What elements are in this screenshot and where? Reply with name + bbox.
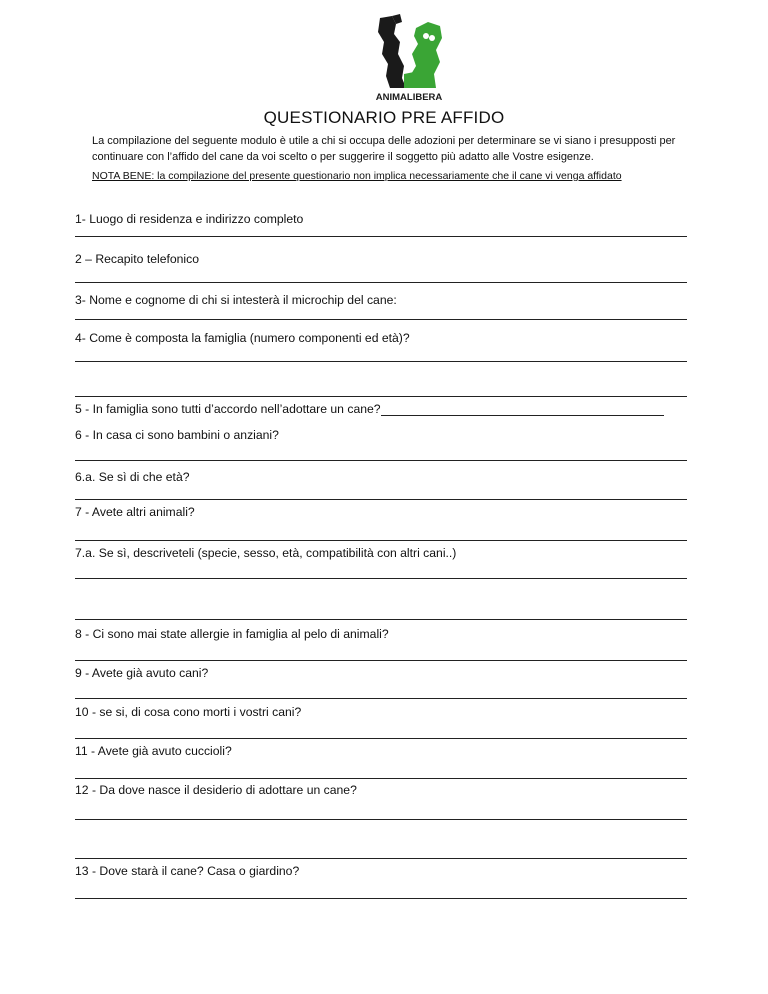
answer-line-1[interactable] bbox=[75, 236, 687, 237]
answer-line-13[interactable] bbox=[75, 898, 687, 899]
question-4: 4- Come è composta la famiglia (numero componenti ed età)? bbox=[75, 331, 410, 345]
answer-line-9[interactable] bbox=[75, 698, 687, 699]
answer-line-5[interactable] bbox=[381, 403, 664, 416]
question-1: 1- Luogo di residenza e indirizzo completo bbox=[75, 212, 304, 226]
question-11: 11 - Avete già avuto cuccioli? bbox=[75, 744, 232, 758]
question-5-text: 5 - In famiglia sono tutti d’accordo nell’adottare un cane? bbox=[75, 402, 381, 416]
answer-line-6a[interactable] bbox=[75, 499, 687, 500]
page-title: QUESTIONARIO PRE AFFIDO bbox=[263, 108, 505, 127]
question-13: 13 - Dove starà il cane? Casa o giardino? bbox=[75, 864, 300, 878]
answer-line-12a[interactable] bbox=[75, 819, 687, 820]
question-5 bbox=[75, 402, 664, 416]
answer-line-7a-1[interactable] bbox=[75, 578, 687, 579]
logo-text: ANIMALIBERA bbox=[375, 92, 443, 103]
question-10: 10 - se si, di cosa cono morti i vostri cani? bbox=[75, 705, 302, 719]
question-7a: 7.a. Se sì, descriveteli (specie, sesso, età, compatibilità con altri cani..) bbox=[75, 546, 457, 560]
question-6a: 6.a. Se sì di che età? bbox=[75, 470, 190, 484]
answer-line-4a[interactable] bbox=[75, 361, 687, 362]
answer-line-8[interactable] bbox=[75, 660, 687, 661]
answer-line-10[interactable] bbox=[75, 738, 687, 739]
answer-line-3[interactable] bbox=[75, 319, 687, 320]
answer-line-7[interactable] bbox=[75, 540, 687, 541]
question-9: 9 - Avete già avuto cani? bbox=[75, 666, 209, 680]
answer-line-2[interactable] bbox=[75, 282, 687, 283]
answer-line-7a-2[interactable] bbox=[75, 619, 687, 620]
question-7: 7 - Avete altri animali? bbox=[75, 505, 195, 519]
answer-line-6[interactable] bbox=[75, 460, 687, 461]
animalibera-logo bbox=[370, 14, 448, 104]
question-6: 6 - In casa ci sono bambini o anziani? bbox=[75, 428, 279, 442]
answer-line-4b[interactable] bbox=[75, 396, 687, 397]
question-2: 2 – Recapito telefonico bbox=[75, 252, 199, 266]
question-3: 3- Nome e cognome di chi si intesterà il microchip del cane: bbox=[75, 293, 397, 307]
answer-line-11[interactable] bbox=[75, 778, 687, 779]
nota-bene: NOTA BENE: la compilazione del presente questionario non implica necessariamente che il cane vi venga affidato bbox=[92, 170, 622, 182]
question-12: 12 - Da dove nasce il desiderio di adottare un cane? bbox=[75, 783, 357, 797]
answer-line-12b[interactable] bbox=[75, 858, 687, 859]
intro-text: La compilazione del seguente modulo è utile a chi si occupa delle adozioni per determinare se vi siano i presupposti per continuare con l’affido del cane da voi scelto o per suggerire il soggetto più adatto alle Vostre esigenze. bbox=[92, 135, 676, 163]
question-8: 8 - Ci sono mai state allergie in famiglia al pelo di animali? bbox=[75, 627, 389, 641]
